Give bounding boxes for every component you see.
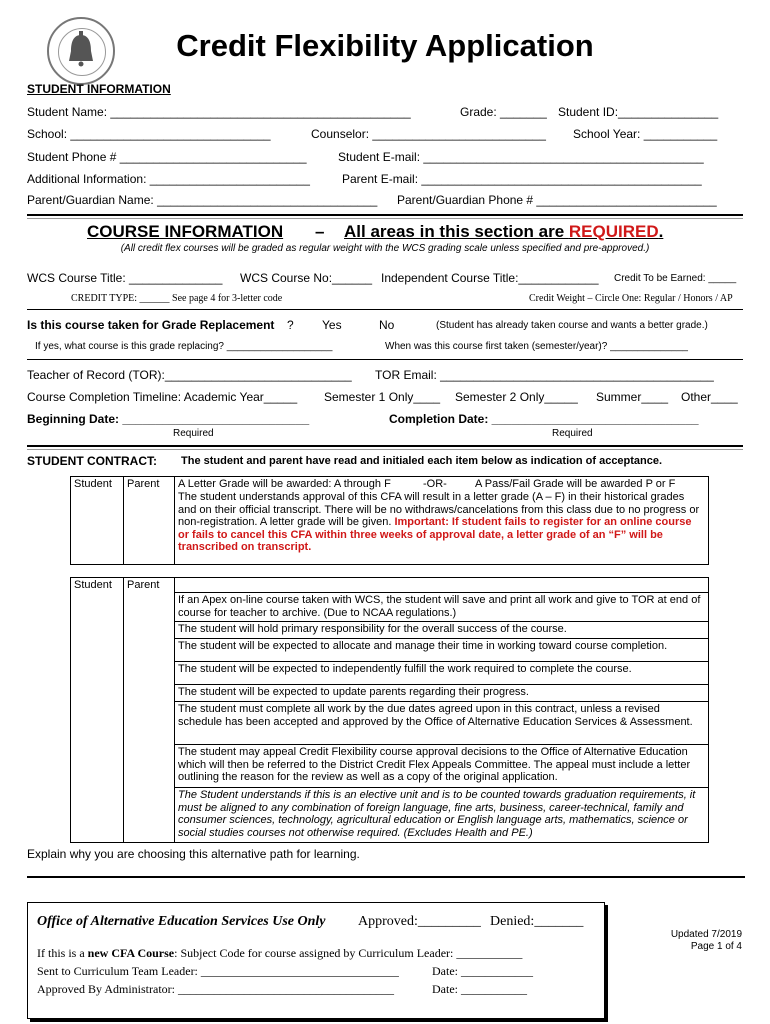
contract-item: The student will hold primary responsibility for the overall success of the course. [175, 622, 709, 639]
guardian-phone-field[interactable]: Parent/Guardian Phone # ___________________________ [397, 193, 717, 207]
other-option[interactable]: Other____ [681, 390, 738, 404]
beginning-date-field[interactable]: Beginning Date: ____________________________ [27, 412, 310, 426]
completion-date-field[interactable]: Completion Date: _______________________________ [389, 412, 699, 426]
contract-subheading: The student and parent have read and initialed each item below as indication of acceptance. [181, 455, 663, 467]
grade-options-line: A Letter Grade will be awarded: A through F -OR- A Pass/Fail Grade will be awarded P or F [178, 478, 676, 490]
replacement-note: (Student has already taken course and wants a better grade.) [436, 320, 708, 331]
page-title: Credit Flexibility Application [176, 28, 594, 63]
sent-date-field[interactable]: Date: ____________ [432, 964, 533, 978]
heading-dash: – [315, 222, 325, 241]
contract-item: The student will be expected to independently fulfill the work required to complete the course. [175, 662, 709, 685]
contract-heading: STUDENT CONTRACT: [27, 454, 157, 468]
contract-item: The student will be expected to allocate and manage their time in working toward course completion. [175, 639, 709, 662]
first-taken-field[interactable]: When was this course first taken (semester/year)? ______________ [385, 341, 688, 352]
section-divider [27, 214, 743, 216]
divider [27, 309, 743, 310]
approved-field[interactable]: Approved:_________ [358, 914, 481, 929]
required-label-begin: Required [173, 428, 214, 439]
parent-email-field[interactable]: Parent E-mail: __________________________________________ [342, 172, 702, 186]
grade-terms-cell [175, 477, 709, 565]
student-id-field[interactable]: Student ID:_______________ [558, 105, 719, 119]
parent-initial-cell[interactable]: Parent [124, 578, 175, 843]
student-info-heading: STUDENT INFORMATION [27, 82, 171, 96]
sent-to-leader-field[interactable]: Sent to Curriculum Team Leader: _________________________________ [37, 964, 399, 978]
tor-email-field[interactable]: TOR Email: _________________________________________ [375, 368, 714, 382]
section-divider [27, 445, 743, 447]
required-word: REQUIRED [568, 222, 659, 241]
section-divider-thin [27, 218, 743, 219]
grade-field[interactable]: Grade: _______ [460, 105, 547, 119]
question-mark: ? [287, 318, 294, 332]
approved-by-field[interactable]: Approved By Administrator: ____________________________________ [37, 982, 394, 996]
contract-item: The student must complete all work by the due dates agreed upon in this contract, unless a revised schedule has been accepted and approved by the Office of Alternative Education Services & Assessment. [175, 702, 709, 745]
counselor-field[interactable]: Counselor: __________________________ [311, 127, 546, 141]
denied-field[interactable]: Denied:_______ [490, 914, 584, 929]
timeline-field[interactable]: Course Completion Timeline: Academic Year_____ [27, 390, 298, 404]
parent-initial-cell[interactable]: Parent [124, 477, 175, 565]
yes-option[interactable]: Yes [322, 318, 342, 332]
section-divider-thin [27, 449, 743, 450]
explain-prompt: Explain why you are choosing this alternative path for learning. [27, 847, 360, 861]
required-label-completion: Required [552, 428, 593, 439]
updated-date: Updated 7/2019 [670, 929, 742, 940]
divider [27, 359, 743, 360]
required-notice: All areas in this section are REQUIRED. [344, 222, 664, 241]
course-title-field[interactable]: WCS Course Title: ______________ [27, 271, 223, 285]
semester-1-option[interactable]: Semester 1 Only____ [324, 390, 441, 404]
course-no-field[interactable]: WCS Course No:______ [240, 271, 373, 285]
subject-code-field[interactable]: If this is a new CFA Course: Subject Code for course assigned by Curriculum Leader: ___________ [37, 946, 523, 960]
student-initial-cell[interactable]: Student [71, 578, 124, 843]
student-initial-cell[interactable]: Student [71, 477, 124, 565]
school-year-field[interactable]: School Year: ___________ [573, 127, 718, 141]
credit-earned-field[interactable]: Credit To be Earned: _____ [614, 273, 737, 284]
contract-spacer-row [175, 578, 709, 593]
replacement-question: Is this course taken for Grade Replacement [27, 318, 275, 332]
page-number: Page 1 of 4 [690, 941, 742, 952]
summer-option[interactable]: Summer____ [596, 390, 669, 404]
student-email-field[interactable]: Student E-mail: __________________________________________ [338, 150, 704, 164]
contract-item: If an Apex on-line course taken with WCS, the student will save and print all work and give to TOR at end of course for teacher to archive. (Due to NCAA regulations.) [175, 593, 709, 622]
course-info-heading: COURSE INFORMATION [87, 222, 284, 241]
contract-item-elective: The Student understands if this is an elective unit and is to be counted towards graduation requirements, it must be aligned to any combination of foreign language, fine arts, business, career-technical, family and consumer sciences, technology, agricultural education or English language arts, mathematics, science or social studies courses not otherwise required. (Excludes Health and PE.) [175, 788, 709, 843]
guardian-name-field[interactable]: Parent/Guardian Name: _________________________________ [27, 193, 378, 207]
tor-field[interactable]: Teacher of Record (TOR):____________________________ [27, 368, 352, 382]
school-field[interactable]: School: ______________________________ [27, 127, 271, 141]
contract-table-grade [70, 476, 709, 565]
student-name-field[interactable]: Student Name: _____________________________________________ [27, 105, 411, 119]
grading-note: (All credit flex courses will be graded as regular weight with the WCS grading scale unless specified and pre-approved.) [120, 243, 650, 254]
explain-divider [27, 876, 745, 878]
contract-item: The student will be expected to update parents regarding their progress. [175, 685, 709, 702]
semester-2-option[interactable]: Semester 2 Only_____ [455, 390, 578, 404]
grade-terms-text: The student understands approval of this CFA will result in a letter grade (A – F) in their historical grades and on their official transcript. There will be no withdraws/cancelations from this class due to no progress or non-registration. A letter grade will be given. Important: If student fails to register for an online course or fails to cancel this CFA within three weeks of approval date, a letter grade of an “F” will be transcribed on transcript. [178, 491, 700, 554]
no-option[interactable]: No [379, 318, 395, 332]
office-use-title: Office of Alternative Education Services Use Only [37, 914, 326, 929]
credit-type-field[interactable]: CREDIT TYPE: ______ See page 4 for 3-letter code [71, 293, 283, 304]
student-phone-field[interactable]: Student Phone # ____________________________ [27, 150, 307, 164]
important-warning: Important: If student fails to register for an online course or fails to cancel this CFA within three weeks of approval date, a letter grade of an “F” will be transcribed on transcript. [178, 516, 692, 554]
independent-title-field[interactable]: Independent Course Title:____________ [381, 271, 599, 285]
contract-item: The student may appeal Credit Flexibility course approval decisions to the Office of Alternative Education which will then be referred to the District Credit Flex Appeals Committee. The appeal must include a letter outlining the reason for the review as well as a copy of the original application. [175, 745, 709, 788]
approved-date-field[interactable]: Date: ___________ [432, 982, 527, 996]
contract-table-terms [70, 577, 709, 843]
replacing-course-field[interactable]: If yes, what course is this grade replacing? ___________________ [35, 341, 333, 352]
additional-info-field[interactable]: Additional Information: ________________________ [27, 172, 310, 186]
credit-weight-field[interactable]: Credit Weight – Circle One: Regular / Honors / AP [529, 293, 733, 304]
